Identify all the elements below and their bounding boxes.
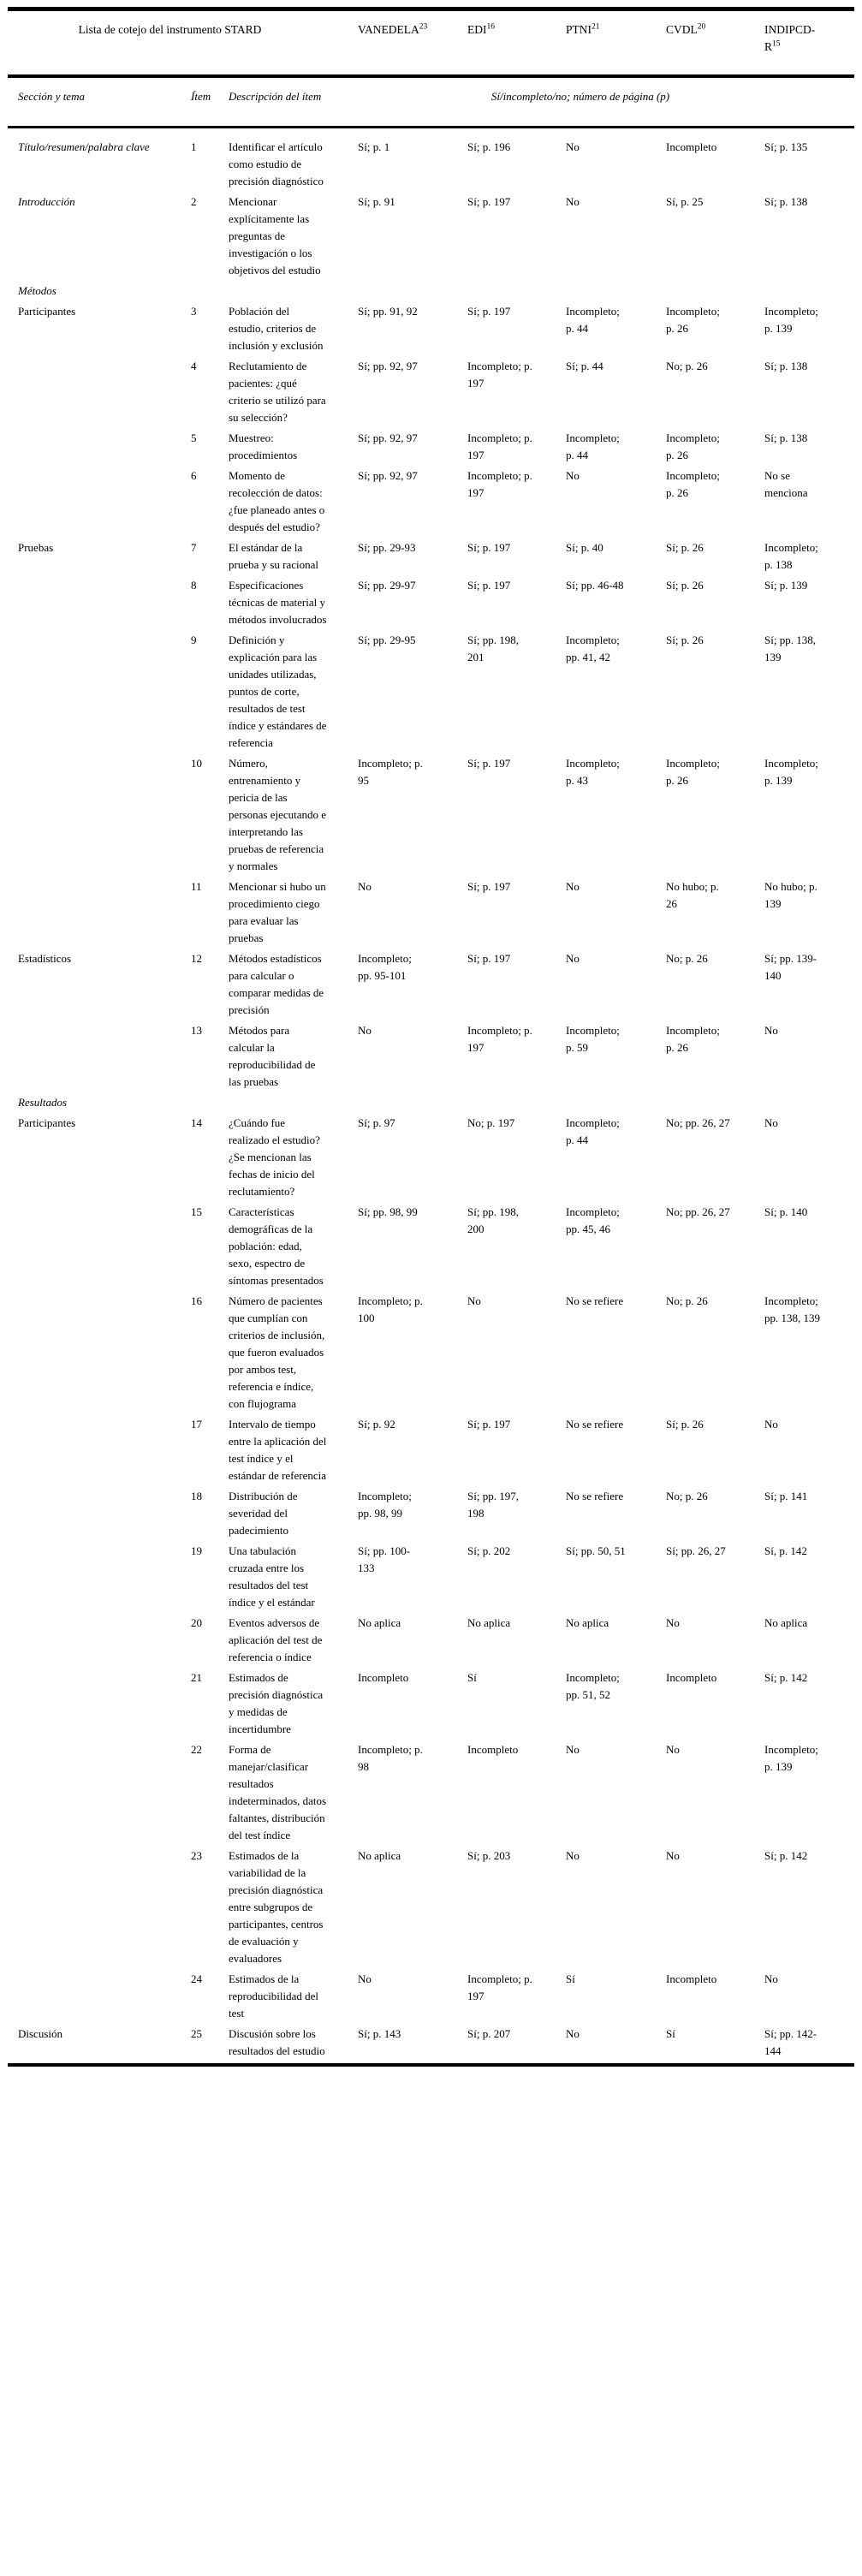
result-cvdl: Sí; p. 26 xyxy=(666,541,704,554)
instrument-header-row xyxy=(8,9,854,77)
section-label xyxy=(8,1741,179,1847)
item-description: Muestreo: procedimientos xyxy=(229,431,298,461)
table-row xyxy=(8,878,854,950)
result-indipcd-r: No xyxy=(764,1116,778,1129)
item-description: Características demográficas de la población: edad, sexo, espectro de síntomas presentados xyxy=(229,1205,324,1287)
result-cvdl: No; pp. 26, 27 xyxy=(666,1116,730,1129)
section-label xyxy=(8,1669,179,1741)
item-description: Número de pacientes que cumplían con criterios de inclusión, que fueron evaluados por ambos test, referencia e índice, con flujograma xyxy=(229,1294,325,1410)
result-indipcd-r: Incompleto; p. 139 xyxy=(764,305,818,335)
result-ptni: Incompleto; p. 59 xyxy=(566,1024,620,1054)
result-ptni: Incompleto; p. 44 xyxy=(566,305,620,335)
result-edi: Incompleto; p. 197 xyxy=(467,469,532,499)
result-edi: Sí; p. 197 xyxy=(467,1418,511,1431)
result-indipcd-r: No hubo; p. 139 xyxy=(764,880,817,910)
item-description: Identificar el artículo como estudio de precisión diagnóstico xyxy=(229,140,324,187)
section-label: Métodos xyxy=(18,284,56,297)
item-description: ¿Cuándo fue realizado el estudio? ¿Se mencionan las fechas de inicio del reclutamiento? xyxy=(229,1116,320,1198)
item-description: Definición y explicación para las unidades utilizadas, puntos de corte, resultados de test índice y estándares de referencia xyxy=(229,634,327,749)
result-edi: Incompleto; p. 197 xyxy=(467,360,532,390)
result-indipcd-r: No aplica xyxy=(764,1616,808,1629)
result-cvdl: Sí; p. 26 xyxy=(666,1418,704,1431)
result-ptni: Sí; pp. 46-48 xyxy=(566,579,624,592)
result-edi: Incompleto; p. 197 xyxy=(467,1024,532,1054)
table-row xyxy=(8,1115,854,1204)
section-label xyxy=(8,755,179,878)
result-edi: Sí; p. 197 xyxy=(467,952,511,965)
result-edi: Incompleto; p. 197 xyxy=(467,431,532,461)
result-edi: Sí; p. 196 xyxy=(467,140,511,153)
result-cvdl: Sí; p. 26 xyxy=(666,579,704,592)
result-vanedela: No xyxy=(358,1972,372,1985)
result-ptni: Incompleto; pp. 45, 46 xyxy=(566,1205,620,1235)
item-description: Intervalo de tiempo entre la aplicación del test índice y el estándar de referencia xyxy=(229,1418,327,1482)
result-vanedela: Sí; p. 92 xyxy=(358,1418,395,1431)
result-vanedela: Incompleto; pp. 98, 99 xyxy=(358,1490,412,1520)
result-vanedela: Incompleto; p. 95 xyxy=(358,757,423,787)
reference-superscript: 15 xyxy=(772,39,781,49)
result-edi: Sí; p. 203 xyxy=(467,1849,511,1862)
item-number: 22 xyxy=(191,1743,202,1756)
item-description: Momento de recolección de datos: ¿fue planeado antes o después del estudio? xyxy=(229,469,325,533)
section-label xyxy=(8,430,179,467)
table-row xyxy=(8,1615,854,1669)
result-ptni: Sí; p. 44 xyxy=(566,360,603,372)
section-group-row xyxy=(8,283,854,303)
item-number: 19 xyxy=(191,1544,202,1557)
reference-superscript: 16 xyxy=(486,22,496,32)
result-vanedela: No aplica xyxy=(358,1616,401,1629)
result-vanedela: Sí; pp. 92, 97 xyxy=(358,431,418,444)
result-indipcd-r: Sí; p. 138 xyxy=(764,195,808,208)
section-label xyxy=(8,1293,179,1416)
section-label: Participantes xyxy=(18,305,76,318)
result-ptni: Sí xyxy=(566,1972,575,1985)
item-description: Discusión sobre los resultados del estudio xyxy=(229,2027,325,2057)
result-ptni: No se refiere xyxy=(566,1418,624,1431)
item-number: 25 xyxy=(191,2027,202,2040)
item-number: 4 xyxy=(191,360,197,372)
result-vanedela: No aplica xyxy=(358,1849,401,1862)
item-number: 18 xyxy=(191,1490,202,1502)
item-number: 16 xyxy=(191,1294,202,1307)
section-label: Título/resumen/palabra clave xyxy=(18,140,150,153)
result-ptni: Sí; pp. 50, 51 xyxy=(566,1544,626,1557)
table-row xyxy=(8,193,854,283)
table-row xyxy=(8,1741,854,1847)
result-vanedela: No xyxy=(358,1024,372,1037)
result-edi: Sí; pp. 198, 201 xyxy=(467,634,519,663)
result-cvdl: No; pp. 26, 27 xyxy=(666,1205,730,1218)
section-label xyxy=(8,1416,179,1488)
result-ptni: Sí; p. 40 xyxy=(566,541,603,554)
item-number: 6 xyxy=(191,469,197,482)
item-description: Mencionar si hubo un procedimiento ciego para evaluar las pruebas xyxy=(229,880,326,944)
result-edi: Sí; pp. 198, 200 xyxy=(467,1205,519,1235)
section-label xyxy=(8,878,179,950)
result-ptni: No se refiere xyxy=(566,1490,624,1502)
result-ptni: Incompleto; p. 43 xyxy=(566,757,620,787)
result-indipcd-r: Sí; p. 139 xyxy=(764,579,808,592)
item-number: 2 xyxy=(191,195,197,208)
item-description: Métodos estadísticos para calcular o comparar medidas de precisión xyxy=(229,952,324,1016)
result-indipcd-r: Sí; pp. 138, 139 xyxy=(764,634,816,663)
result-vanedela: Sí; pp. 98, 99 xyxy=(358,1205,418,1218)
item-description: Estimados de la reproducibilidad del test xyxy=(229,1972,319,2020)
result-ptni: Incompleto; pp. 41, 42 xyxy=(566,634,620,663)
result-indipcd-r: Sí; p. 142 xyxy=(764,1849,808,1862)
item-description: Forma de manejar/clasificar resultados indeterminados, datos faltantes, distribución del test índice xyxy=(229,1743,327,1841)
item-number: 10 xyxy=(191,757,202,770)
result-ptni: No se refiere xyxy=(566,1294,624,1307)
result-cvdl: Incompleto; p. 26 xyxy=(666,757,720,787)
section-label xyxy=(8,1204,179,1293)
item-description: Estimados de precisión diagnóstica y medidas de incertidumbre xyxy=(229,1671,324,1735)
result-cvdl: Incompleto; p. 26 xyxy=(666,1024,720,1054)
section-label xyxy=(8,1971,179,2026)
result-edi: Sí xyxy=(467,1671,477,1684)
section-label xyxy=(8,1847,179,1971)
result-vanedela: Sí; p. 143 xyxy=(358,2027,401,2040)
section-group-row xyxy=(8,1094,854,1115)
result-vanedela: Sí; p. 1 xyxy=(358,140,390,153)
result-ptni: Incompleto; p. 44 xyxy=(566,1116,620,1146)
result-vanedela: No xyxy=(358,880,372,893)
result-cvdl: No; p. 26 xyxy=(666,1490,708,1502)
result-vanedela: Sí; pp. 29-93 xyxy=(358,541,416,554)
item-description: El estándar de la prueba y su racional xyxy=(229,541,319,571)
section-label xyxy=(8,1615,179,1669)
item-number: 14 xyxy=(191,1116,202,1129)
result-indipcd-r: No xyxy=(764,1972,778,1985)
result-cvdl: No; p. 26 xyxy=(666,360,708,372)
column-header-ptni: PTNI$^{21}$ xyxy=(566,9,666,77)
item-number: 15 xyxy=(191,1205,202,1218)
result-indipcd-r: Sí; p. 135 xyxy=(764,140,808,153)
table-row xyxy=(8,577,854,632)
item-number: 3 xyxy=(191,305,197,318)
table-row xyxy=(8,632,854,755)
section-label xyxy=(8,1022,179,1094)
item-number: 17 xyxy=(191,1418,202,1431)
table-row xyxy=(8,1543,854,1615)
result-edi: No aplica xyxy=(467,1616,511,1629)
result-edi: Sí; p. 197 xyxy=(467,541,511,554)
result-ptni: Incompleto; pp. 51, 52 xyxy=(566,1671,620,1701)
result-ptni: No xyxy=(566,1849,580,1862)
column-header-results: Sí/incompleto/no; número de página (p) xyxy=(358,76,854,128)
section-label: Introducción xyxy=(18,195,75,208)
result-ptni: No xyxy=(566,2027,580,2040)
result-vanedela: Sí; pp. 92, 97 xyxy=(358,360,418,372)
result-cvdl: No hubo; p. 26 xyxy=(666,880,719,910)
table-body xyxy=(8,128,854,2066)
item-description: Distribución de severidad del padecimiento xyxy=(229,1490,298,1537)
result-vanedela: Sí; pp. 29-95 xyxy=(358,634,416,646)
table-row xyxy=(8,755,854,878)
result-cvdl: Incompleto xyxy=(666,140,717,153)
table-row xyxy=(8,1971,854,2026)
table-row xyxy=(8,430,854,467)
result-ptni: No xyxy=(566,880,580,893)
table-title-text: Lista de cotejo del instrumento STARD xyxy=(78,23,262,36)
result-cvdl: Incompleto; p. 26 xyxy=(666,305,720,335)
result-ptni: No xyxy=(566,140,580,153)
result-vanedela: Sí; pp. 92, 97 xyxy=(358,469,418,482)
result-edi: Sí; p. 197 xyxy=(467,880,511,893)
item-description: Mencionar explícitamente las preguntas de investigación o los objetivos del estudio xyxy=(229,195,321,277)
table-row xyxy=(8,1293,854,1416)
section-label: Estadísticos xyxy=(18,952,72,965)
result-vanedela: Sí; p. 91 xyxy=(358,195,395,208)
result-ptni: Incompleto; p. 44 xyxy=(566,431,620,461)
result-indipcd-r: No xyxy=(764,1024,778,1037)
item-description: Métodos para calcular la reproducibilidad de las pruebas xyxy=(229,1024,316,1088)
result-indipcd-r: Sí; pp. 142-144 xyxy=(764,2027,817,2057)
section-label: Resultados xyxy=(18,1096,68,1109)
section-label xyxy=(8,358,179,430)
result-vanedela: Incompleto; p. 100 xyxy=(358,1294,423,1324)
result-indipcd-r: No se menciona xyxy=(764,469,808,499)
item-number: 24 xyxy=(191,1972,202,1985)
section-label: Participantes xyxy=(18,1116,76,1129)
result-cvdl: No xyxy=(666,1616,680,1629)
result-vanedela: Sí; pp. 91, 92 xyxy=(358,305,418,318)
stard-checklist-table xyxy=(8,7,854,2067)
result-cvdl: Incompleto xyxy=(666,1972,717,1985)
result-edi: Sí; p. 197 xyxy=(467,195,511,208)
result-indipcd-r: Sí; p. 142 xyxy=(764,1671,808,1684)
result-edi: Sí; pp. 197, 198 xyxy=(467,1490,519,1520)
result-indipcd-r: No xyxy=(764,1418,778,1431)
table-row xyxy=(8,358,854,430)
result-cvdl: No xyxy=(666,1743,680,1756)
result-cvdl: Incompleto xyxy=(666,1671,717,1684)
item-description: Estimados de la variabilidad de la precisión diagnóstica entre subgrupos de participantes, centros de evaluación y evaluadores xyxy=(229,1849,324,1965)
column-header-indipcd-r: INDIPCD-$R^{15}$ xyxy=(764,9,854,77)
result-cvdl: Incompleto; p. 26 xyxy=(666,431,720,461)
result-ptni: No xyxy=(566,195,580,208)
table-row xyxy=(8,128,854,194)
result-vanedela: Incompleto xyxy=(358,1671,409,1684)
column-header-section: Sección y tema xyxy=(8,76,179,128)
result-indipcd-r: Sí, p. 142 xyxy=(764,1544,807,1557)
item-number: 8 xyxy=(191,579,197,592)
table-row xyxy=(8,1022,854,1094)
table-row xyxy=(8,1669,854,1741)
result-indipcd-r: Sí; p. 138 xyxy=(764,360,808,372)
section-label xyxy=(8,632,179,755)
result-cvdl: Sí, p. 25 xyxy=(666,195,704,208)
item-number: 7 xyxy=(191,541,197,554)
item-number: 5 xyxy=(191,431,197,444)
result-indipcd-r: Incompleto; p. 139 xyxy=(764,1743,818,1773)
reference-superscript: 23 xyxy=(419,22,428,32)
result-edi: No; p. 197 xyxy=(467,1116,515,1129)
result-edi: Sí; p. 197 xyxy=(467,579,511,592)
table-row xyxy=(8,1204,854,1293)
item-description: Reclutamiento de pacientes: ¿qué criterio se utilizó para su selección? xyxy=(229,360,326,424)
result-vanedela: Sí; pp. 100-133 xyxy=(358,1544,411,1574)
item-description: Población del estudio, criterios de inclusión y exclusión xyxy=(229,305,324,352)
item-number: 1 xyxy=(191,140,197,153)
item-number: 20 xyxy=(191,1616,202,1629)
item-number: 9 xyxy=(191,634,197,646)
item-number: 12 xyxy=(191,952,202,965)
table-row xyxy=(8,467,854,539)
table-row xyxy=(8,950,854,1022)
result-cvdl: No; p. 26 xyxy=(666,1294,708,1307)
result-indipcd-r: Sí; p. 138 xyxy=(764,431,808,444)
result-ptni: No xyxy=(566,1743,580,1756)
result-edi: Sí; p. 202 xyxy=(467,1544,511,1557)
table-row xyxy=(8,303,854,358)
result-indipcd-r: Incompleto; p. 138 xyxy=(764,541,818,571)
result-edi: Incompleto xyxy=(467,1743,519,1756)
item-number: 23 xyxy=(191,1849,202,1862)
result-edi: Sí; p. 197 xyxy=(467,305,511,318)
result-cvdl: No xyxy=(666,1849,680,1862)
section-label xyxy=(8,577,179,632)
result-indipcd-r: Incompleto; p. 139 xyxy=(764,757,818,787)
section-label: Discusión xyxy=(18,2027,62,2040)
table-row xyxy=(8,1847,854,1971)
result-cvdl: Sí; p. 26 xyxy=(666,634,704,646)
item-description: Eventos adversos de aplicación del test de referencia o índice xyxy=(229,1616,323,1663)
result-indipcd-r: Incompleto; pp. 138, 139 xyxy=(764,1294,821,1324)
column-header-edi: EDI$^{16}$ xyxy=(467,9,566,77)
result-ptni: No xyxy=(566,469,580,482)
section-label xyxy=(8,467,179,539)
table-row xyxy=(8,1488,854,1543)
item-number: 13 xyxy=(191,1024,202,1037)
result-cvdl: No; p. 26 xyxy=(666,952,708,965)
item-description: Número, entrenamiento y pericia de las personas ejecutando e interpretando las pruebas de referencia y normales xyxy=(229,757,327,872)
result-cvdl: Sí xyxy=(666,2027,675,2040)
result-indipcd-r: Sí; pp. 139-140 xyxy=(764,952,817,982)
column-header-item: Ítem xyxy=(179,76,229,128)
result-ptni: No aplica xyxy=(566,1616,609,1629)
table-row xyxy=(8,2026,854,2065)
result-indipcd-r: Sí; p. 140 xyxy=(764,1205,808,1218)
section-label xyxy=(8,1543,179,1615)
section-label: Pruebas xyxy=(18,541,54,554)
section-label xyxy=(8,1488,179,1543)
result-edi: Incompleto; p. 197 xyxy=(467,1972,532,2002)
reference-superscript: 21 xyxy=(592,22,600,32)
item-description: Especificaciones técnicas de material y métodos involucrados xyxy=(229,579,327,626)
result-edi: No xyxy=(467,1294,481,1307)
column-header-vanedela: VANEDELA$^{23}$ xyxy=(358,9,467,77)
table-row xyxy=(8,539,854,577)
item-number: 11 xyxy=(191,880,202,893)
table-row xyxy=(8,1416,854,1488)
column-header-description: Descripción del ítem xyxy=(229,76,358,128)
result-cvdl: Incompleto; p. 26 xyxy=(666,469,720,499)
result-vanedela: Incompleto; p. 98 xyxy=(358,1743,423,1773)
result-vanedela: Sí; p. 97 xyxy=(358,1116,395,1129)
column-header-cvdl: CVDL$^{20}$ xyxy=(666,9,764,77)
table-title xyxy=(8,9,358,77)
item-number: 21 xyxy=(191,1671,202,1684)
subheader-row xyxy=(8,76,854,128)
result-edi: Sí; p. 197 xyxy=(467,757,511,770)
result-vanedela: Incompleto; pp. 95-101 xyxy=(358,952,412,982)
result-cvdl: Sí; pp. 26, 27 xyxy=(666,1544,726,1557)
reference-superscript: 20 xyxy=(697,22,706,32)
result-edi: Sí; p. 207 xyxy=(467,2027,511,2040)
result-vanedela: Sí; pp. 29-97 xyxy=(358,579,416,592)
result-ptni: No xyxy=(566,952,580,965)
result-indipcd-r: Sí; p. 141 xyxy=(764,1490,808,1502)
table-header xyxy=(8,9,854,128)
item-description: Una tabulación cruzada entre los resultados del test índice y el estándar xyxy=(229,1544,315,1609)
